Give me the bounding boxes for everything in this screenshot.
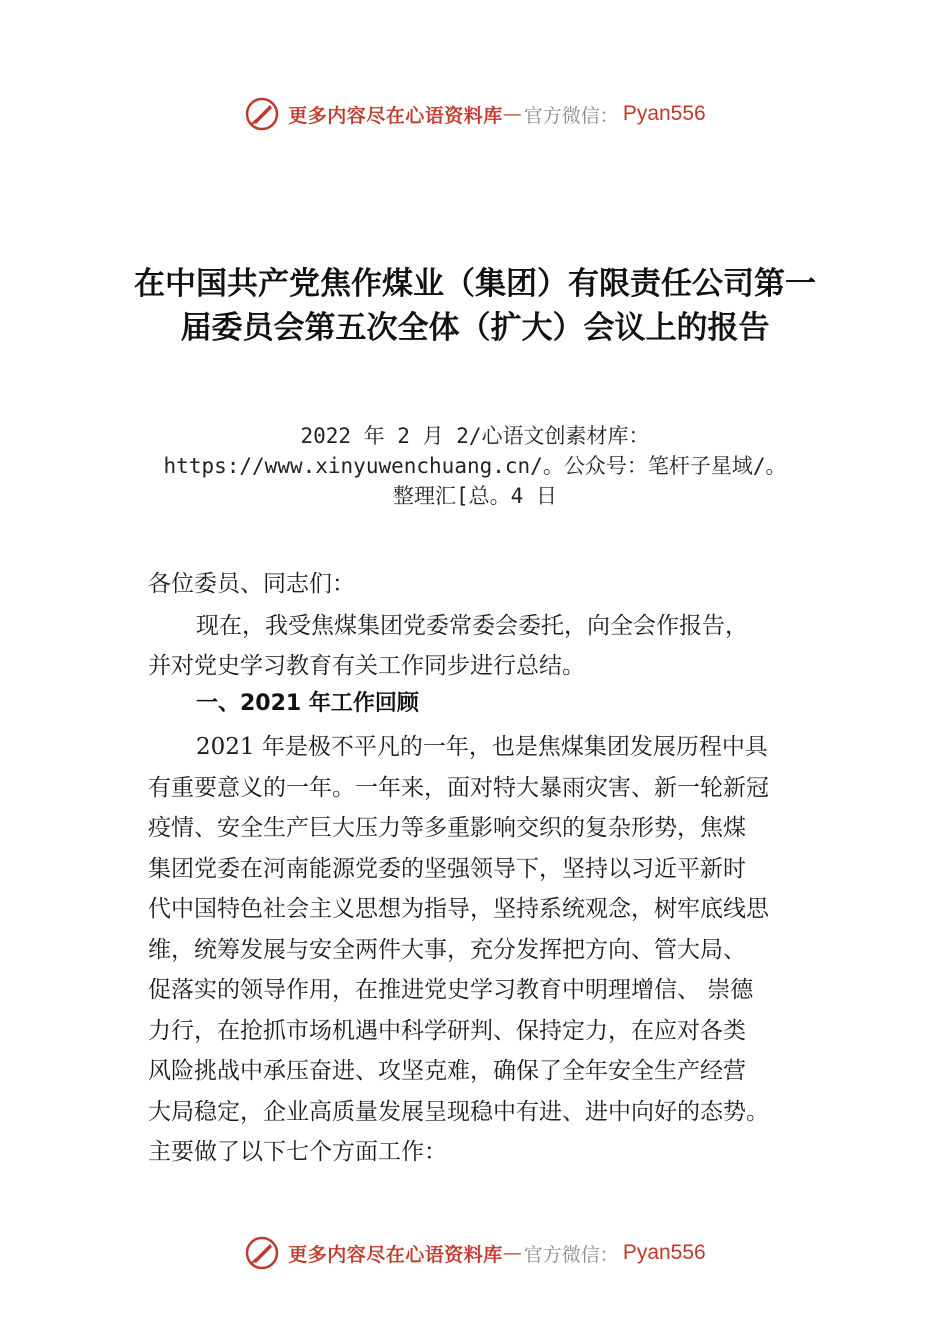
banner-wechat-id: Pyan556 bbox=[622, 1241, 706, 1264]
body-line: 主要做了以下七个方面工作： bbox=[148, 1139, 447, 1165]
banner-wechat-label: 官方微信： bbox=[523, 1243, 619, 1266]
intro-paragraph bbox=[148, 606, 828, 686]
quill-logo-icon bbox=[244, 1235, 280, 1271]
banner-dash: — bbox=[502, 103, 522, 125]
quill-logo-icon bbox=[244, 96, 280, 132]
intro-line: 现在，我受焦煤集团党委常委会委托，向全会作报告， bbox=[196, 613, 748, 639]
body-line: 有重要意义的一年。一年来，面对特大暴雨灾害、新一轮新冠 bbox=[148, 774, 769, 801]
body-line: 风险挑战中承压奋进、攻坚克难，确保了全年安全生产经营 bbox=[148, 1058, 746, 1084]
body-paragraph bbox=[148, 727, 838, 1173]
body-line: 疫情、安全生产巨大压力等多重影响交织的复杂形势，焦煤 bbox=[148, 815, 746, 841]
body-line: 力行，在抢抓市场机遇中科学研判、保持定力，在应对各类 bbox=[148, 1017, 746, 1044]
body-line: 大局稳定，企业高质量发展呈现稳中有进、进中向好的态势。 bbox=[148, 1098, 769, 1125]
body-line: 维，统筹发展与安全两件大事，充分发挥把方向、管大局、 bbox=[148, 936, 746, 963]
banner-dash: — bbox=[502, 1242, 522, 1264]
intro-line: 并对党史学习教育有关工作同步进行总结。 bbox=[148, 653, 585, 679]
subtitle-line-1: 2022 年 2 月 2/心语文创素材库： bbox=[300, 424, 650, 448]
body-line: 促落实的领导作用，在推进党史学习教育中明理增信、 崇德 bbox=[148, 977, 754, 1003]
footer-banner bbox=[0, 1233, 950, 1273]
header-banner bbox=[0, 94, 950, 134]
section-heading: 一、2021 年工作回顾 bbox=[196, 691, 419, 716]
banner-wechat-id: Pyan556 bbox=[622, 102, 706, 125]
subtitle-line-2: https://www.xinyuwenchuang.cn/。公众号：笔杆子星域/。 bbox=[163, 454, 787, 478]
banner-slogan: 更多内容尽在心语资料库 bbox=[288, 104, 503, 127]
body-line: 代中国特色社会主义思想为指导，坚持系统观念，树牢底线思 bbox=[148, 896, 769, 922]
body-line: 2021 年是极不平凡的一年，也是焦煤集团发展历程中具 bbox=[196, 734, 768, 760]
body-line: 集团党委在河南能源党委的坚强领导下，坚持以习近平新时 bbox=[148, 855, 746, 882]
subtitle-line-3: 整理汇[总。4 日 bbox=[393, 484, 557, 508]
document-title: 在中国共产党焦作煤业（集团）有限责任公司第一届委员会第五次全体（扩大）会议上的报告 bbox=[134, 266, 816, 346]
salutation: 各位委员、同志们： bbox=[148, 571, 355, 597]
banner-wechat-label: 官方微信： bbox=[523, 104, 619, 127]
banner-slogan: 更多内容尽在心语资料库 bbox=[288, 1243, 503, 1266]
